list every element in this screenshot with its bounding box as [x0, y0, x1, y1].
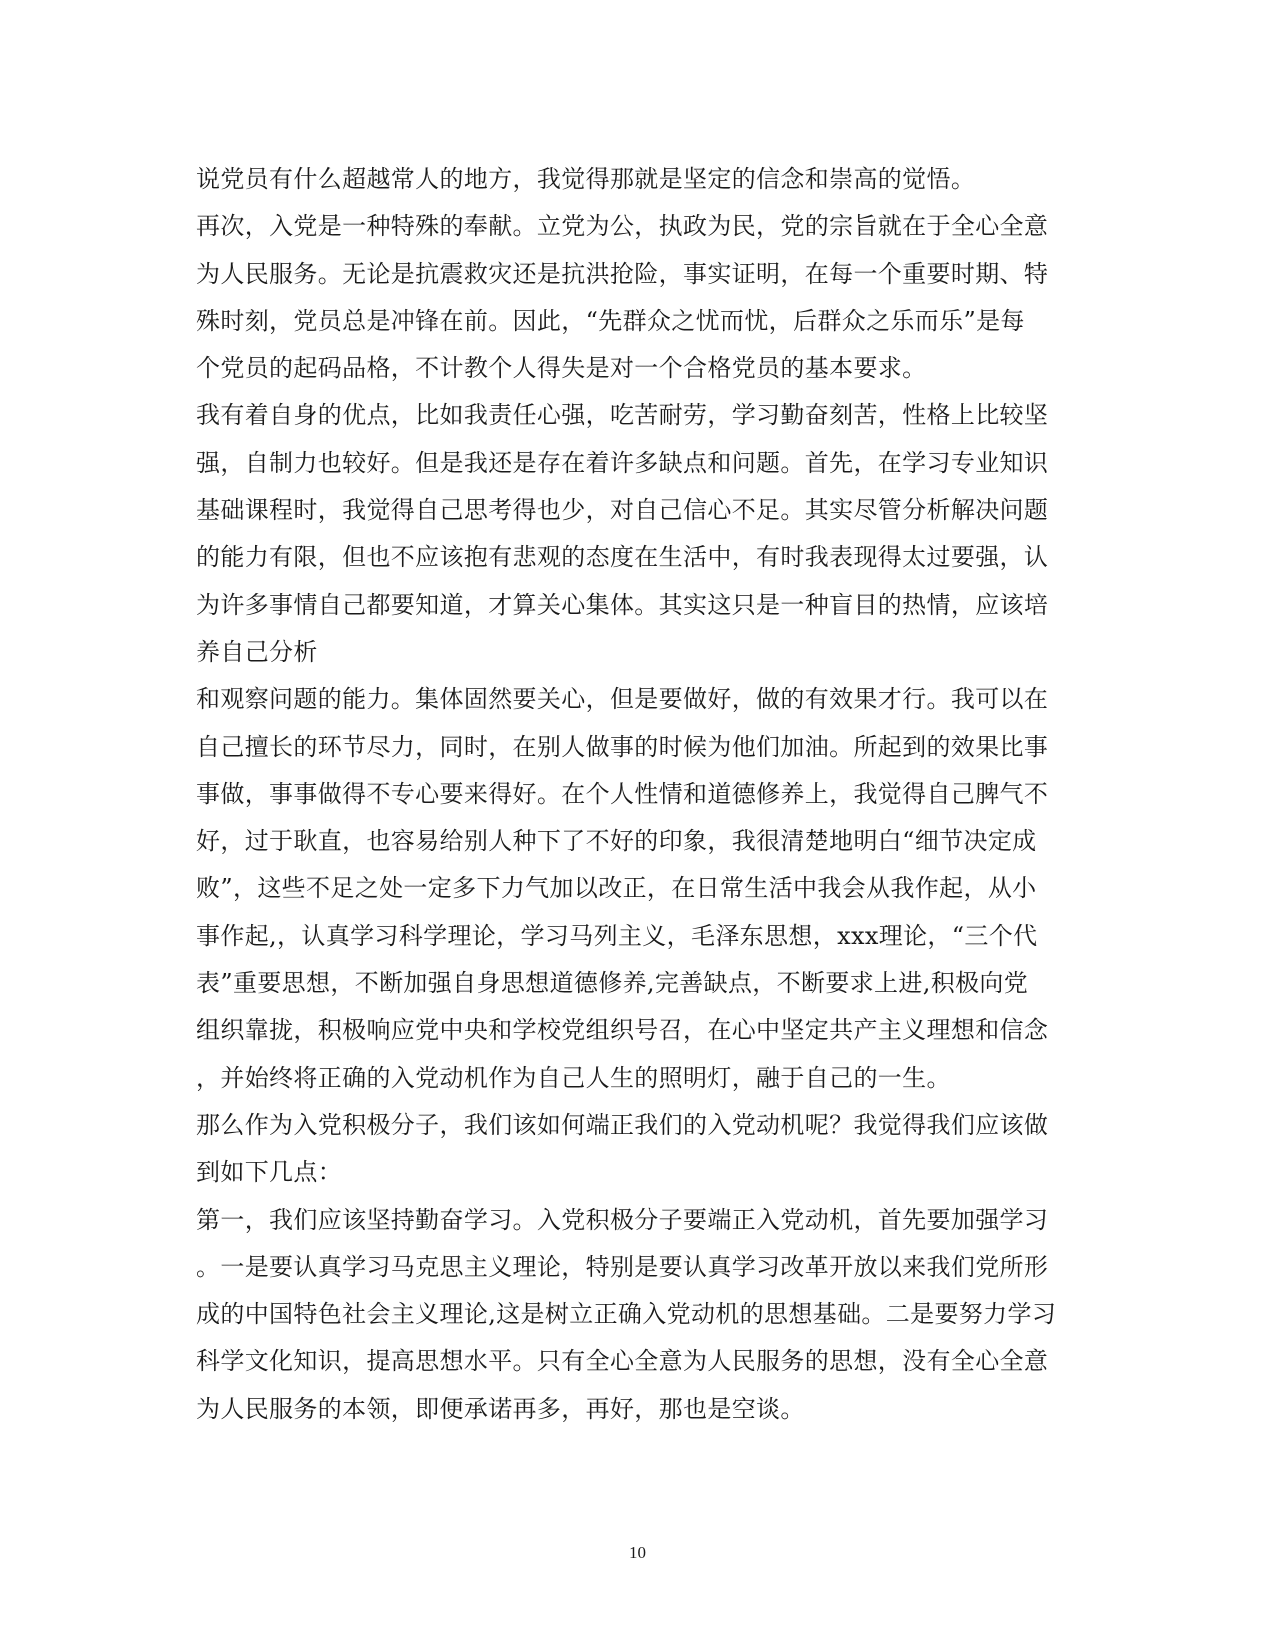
text-line: 基础课程时，我觉得自己思考得也少，对自己信心不足。其实尽管分析解决问题: [196, 496, 1049, 525]
text-line: 科学文化知识，提高思想水平。只有全心全意为人民服务的思想，没有全心全意: [196, 1347, 1049, 1376]
text-line: 到如下几点：: [196, 1158, 343, 1187]
text-line: 为人民服务。无论是抗震救灾还是抗洪抢险，事实证明，在每一个重要时期、特: [196, 259, 1049, 288]
text-line: 强，自制力也较好。但是我还是存在着许多缺点和问题。首先，在学习专业知识: [196, 448, 1049, 477]
text-line: 养自己分析: [196, 637, 318, 666]
text-line: 再次，入党是一种特殊的奉献。立党为公，执政为民，党的宗旨就在于全心全意: [196, 212, 1049, 241]
text-line: 自己擅长的环节尽力，同时，在别人做事的时候为他们加油。所起到的效果比事: [196, 732, 1049, 761]
text-line: 为人民服务的本领，即便承诺再多，再好，那也是空谈。: [196, 1394, 805, 1423]
text-line: 败”，这些不足之处一定多下力气加以改正，在日常生活中我会从我作起，从小: [196, 874, 1037, 903]
text-line: 好，过于耿直，也容易给别人种下了不好的印象，我很清楚地明白“细节决定成: [196, 827, 1037, 856]
text-line: 事做，事事做得不专心要来得好。在个人性情和道德修养上，我觉得自己脾气不: [196, 779, 1049, 808]
text-line: 组织靠拢，积极响应党中央和学校党组织号召，在心中坚定共产主义理想和信念: [196, 1016, 1049, 1045]
text-line: 个党员的起码品格，不计教个人得失是对一个合格党员的基本要求。: [196, 354, 927, 383]
text-line: 和观察问题的能力。集体固然要关心，但是要做好，做的有效果才行。我可以在: [196, 685, 1049, 714]
text-line: 殊时刻，党员总是冲锋在前。因此，“先群众之忧而忧，后群众之乐而乐”是每: [196, 306, 1025, 335]
text-line: 的能力有限，但也不应该抱有悲观的态度在生活中，有时我表现得太过要强，认: [196, 543, 1049, 572]
text-line: 那么作为入党积极分子，我们该如何端正我们的入党动机呢？我觉得我们应该做: [196, 1110, 1049, 1139]
page-number: 10: [629, 1543, 646, 1562]
body-text: [196, 156, 1086, 1433]
text-line: 成的中国特色社会主义理论,这是树立正确入党动机的思想基础。二是要努力学习: [196, 1300, 1057, 1329]
text-line: 第一，我们应该坚持勤奋学习。入党积极分子要端正入党动机，首先要加强学习: [196, 1205, 1049, 1234]
text-line: 说党员有什么超越常人的地方，我觉得那就是坚定的信念和崇高的觉悟。: [196, 165, 976, 193]
text-line: 表”重要思想，不断加强自身思想道德修养,完善缺点，不断要求上进,积极向党: [196, 969, 1029, 998]
text-line: ，并始终将正确的入党动机作为自己人生的照明灯，融于自己的一生。: [196, 1063, 951, 1092]
text-line: 为许多事情自己都要知道，才算关心集体。其实这只是一种盲目的热情，应该培: [196, 590, 1049, 619]
text-line: 事作起,，认真学习科学理论，学习马列主义，毛泽东思想，xxx理论，“三个代: [196, 921, 1038, 950]
text-line: 。一是要认真学习马克思主义理论，特别是要认真学习改革开放以来我们党所形: [196, 1252, 1049, 1281]
text-line: 我有着自身的优点，比如我责任心强，吃苦耐劳，学习勤奋刻苦，性格上比较坚: [196, 401, 1049, 430]
